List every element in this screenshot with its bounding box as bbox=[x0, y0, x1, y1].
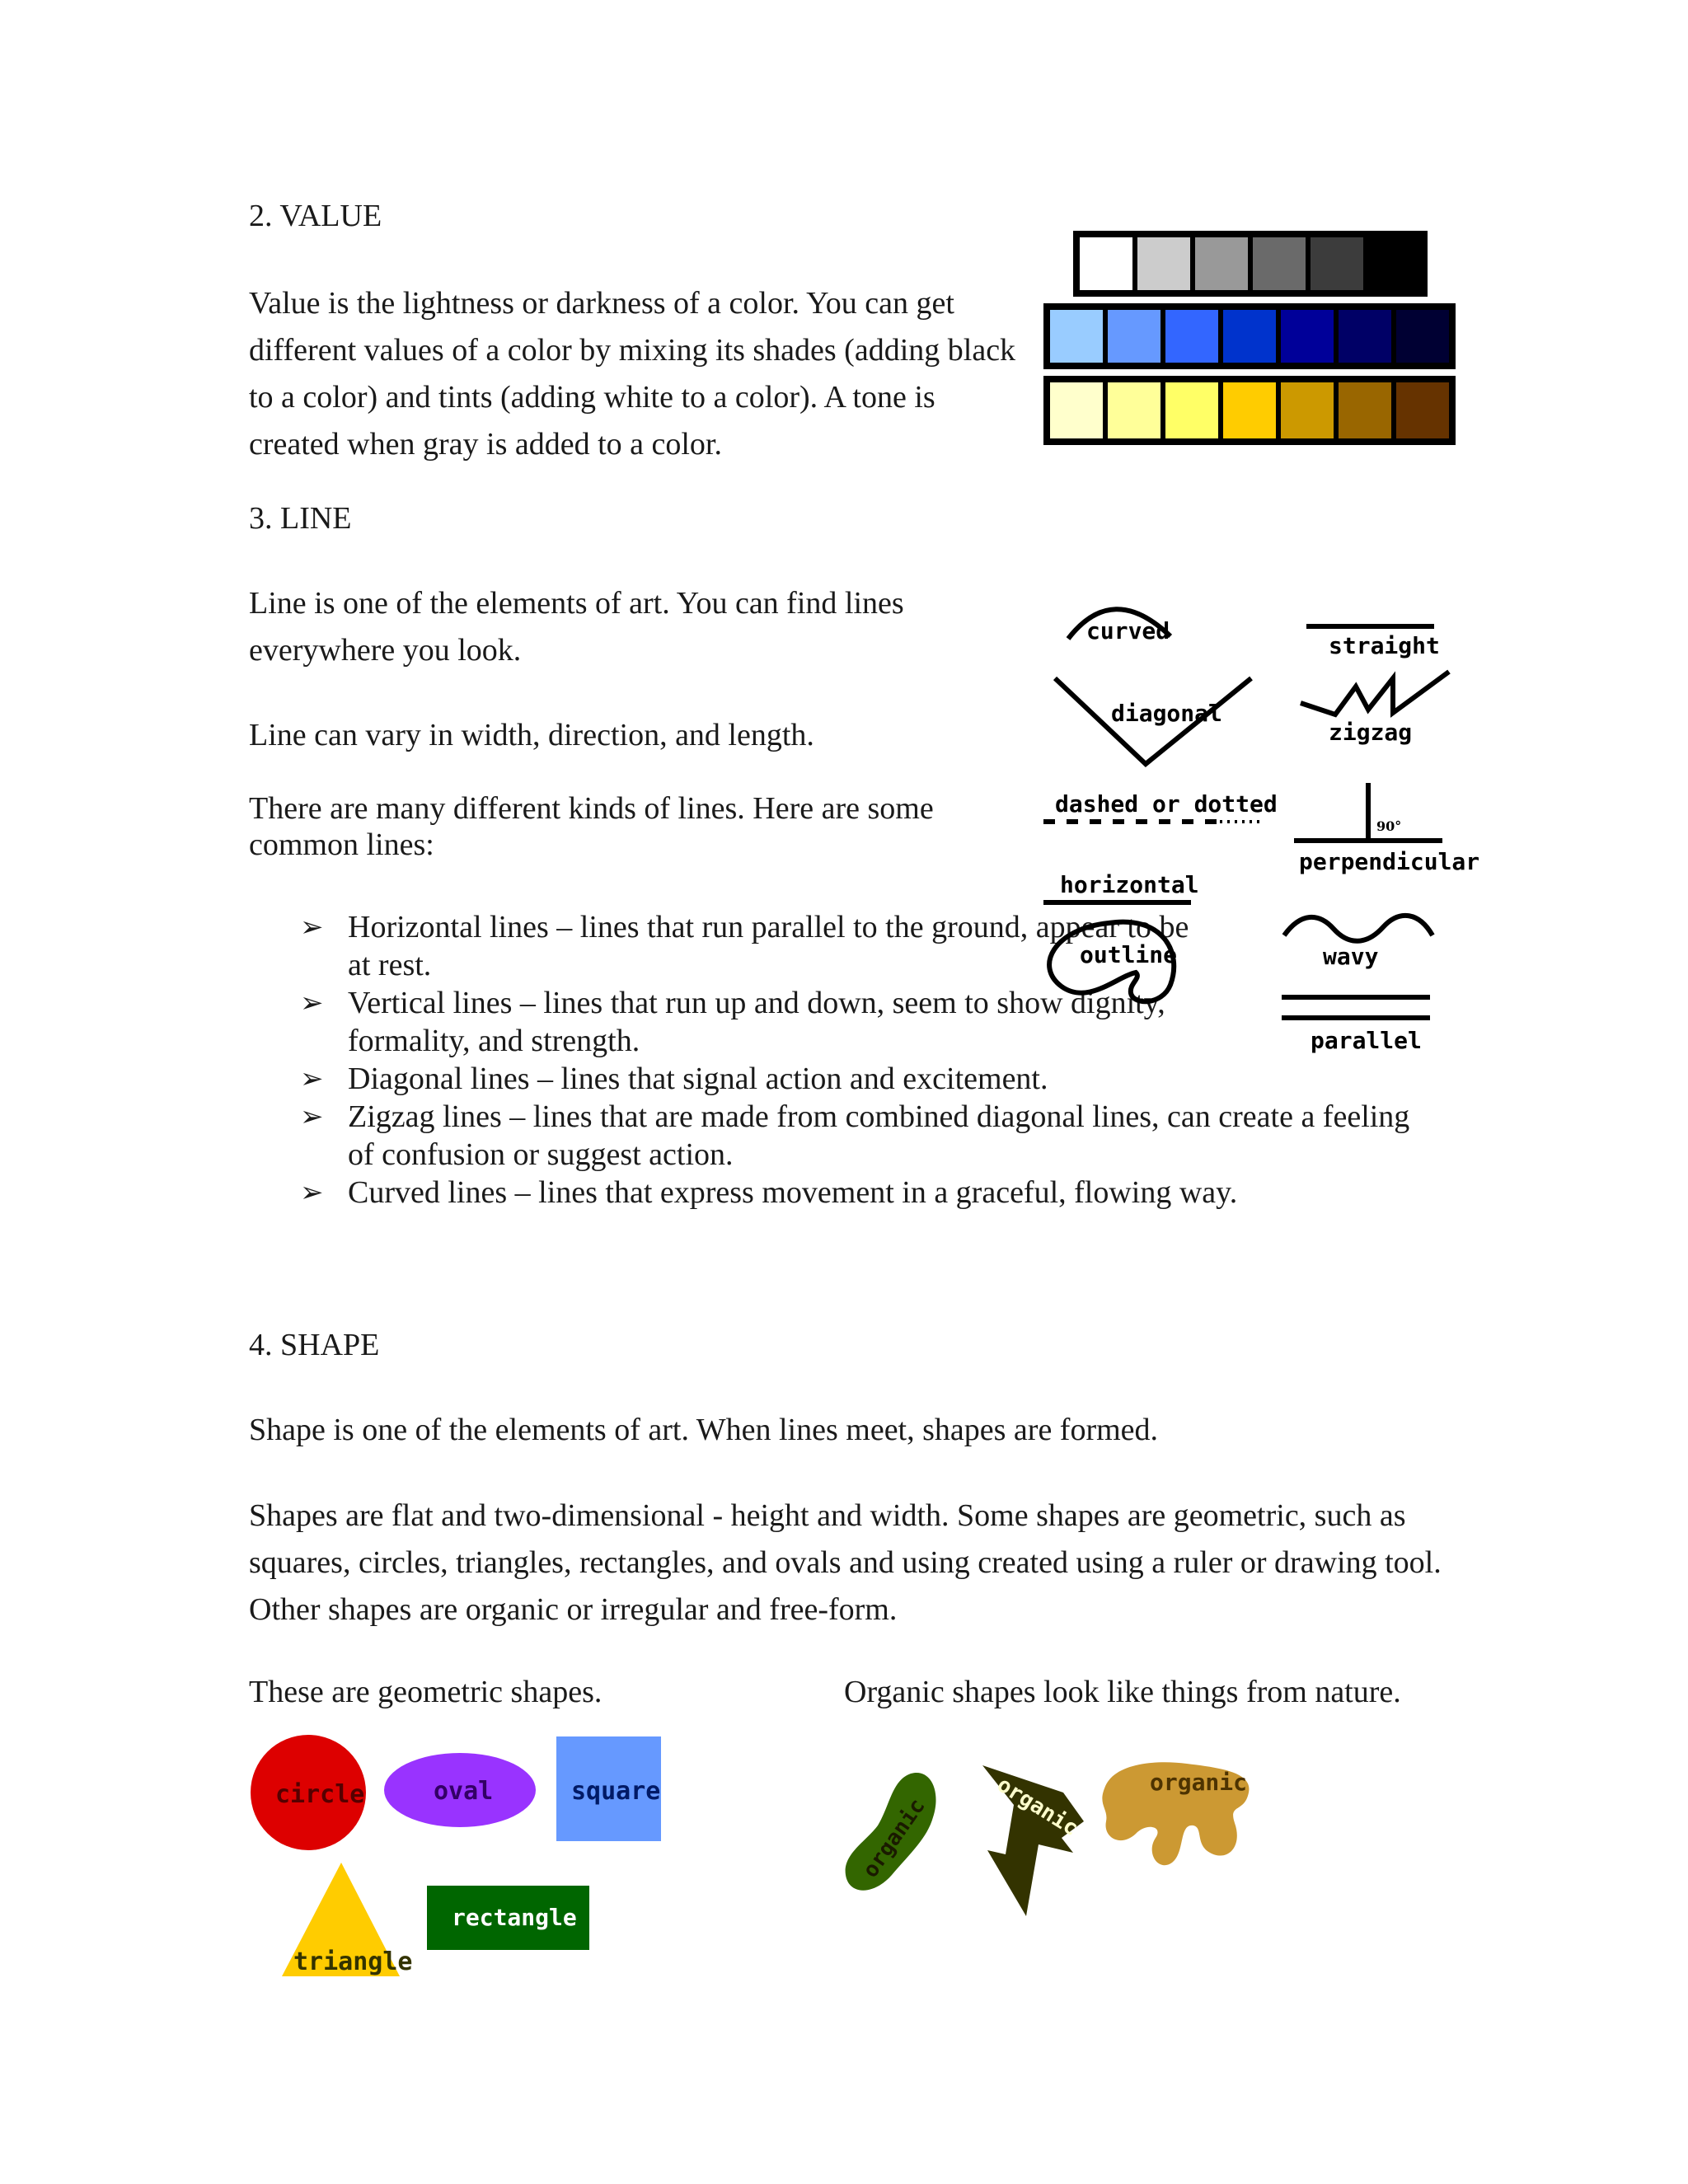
value-swatch bbox=[1396, 310, 1449, 363]
list-item bbox=[249, 1174, 1419, 1212]
value-swatch bbox=[1281, 382, 1334, 438]
arrow-bullet-icon: ➢ bbox=[300, 1100, 324, 1133]
value-swatch bbox=[1368, 237, 1421, 290]
value-swatch bbox=[1339, 310, 1391, 363]
value-swatch bbox=[1223, 382, 1276, 438]
geometric-shapes-illustration bbox=[247, 1731, 676, 1986]
perpendicular-label: perpendicular bbox=[1299, 848, 1480, 875]
geometric-caption: These are geometric shapes. bbox=[249, 1675, 603, 1709]
rectangle-label: rectangle bbox=[452, 1904, 577, 1931]
value-swatch bbox=[1311, 237, 1363, 290]
list-item bbox=[249, 984, 1172, 1060]
arrow-bullet-icon: ➢ bbox=[300, 987, 324, 1019]
organic-label-green: organic bbox=[858, 1794, 931, 1883]
degree-label: 90° bbox=[1376, 818, 1402, 834]
arrow-bullet-icon: ➢ bbox=[300, 1062, 324, 1095]
bullet-text: Diagonal lines – lines that signal action and excitement. bbox=[348, 1062, 1048, 1096]
value-swatch bbox=[1108, 382, 1160, 438]
outline-label: outline bbox=[1080, 941, 1178, 968]
curved-label: curved bbox=[1086, 617, 1170, 644]
value-swatch bbox=[1050, 310, 1103, 363]
square-label: square bbox=[571, 1777, 661, 1806]
dashed-label: dashed or dotted bbox=[1055, 790, 1278, 818]
value-swatch bbox=[1080, 237, 1132, 290]
line-paragraph-2: Line can vary in width, direction, and length. bbox=[249, 718, 814, 752]
bullet-text: Zigzag lines – lines that are made from combined diagonal lines, can create a feeling of confusion or suggest action. bbox=[348, 1099, 1410, 1172]
organic-shapes-illustration bbox=[841, 1755, 1269, 1933]
zigzag-label: zigzag bbox=[1329, 719, 1413, 746]
value-swatch bbox=[1339, 382, 1391, 438]
value-heading: 2. VALUE bbox=[249, 199, 382, 233]
value-paragraph: Value is the lightness or darkness of a color. You can get different values of a color by mixing its shades (adding black to a color) and tints (adding white to a color). A tone is created when gray is added to a color. bbox=[249, 286, 1016, 462]
value-swatch bbox=[1195, 237, 1248, 290]
organic-label-dark: organic bbox=[992, 1772, 1083, 1842]
wavy-label: wavy bbox=[1323, 943, 1379, 970]
value-swatch bbox=[1050, 382, 1103, 438]
parallel-label: parallel bbox=[1311, 1027, 1422, 1054]
organic-shapes-svg bbox=[841, 1755, 1269, 1929]
diagonal-label: diagonal bbox=[1111, 700, 1222, 727]
organic-caption: Organic shapes look like things from nature. bbox=[844, 1675, 1401, 1709]
line-paragraph-1: Line is one of the elements of art. You can find lines everywhere you look. bbox=[249, 586, 904, 668]
bullet-text: Vertical lines – lines that run up and down, seem to show dignity, formality, and strength. bbox=[348, 986, 1165, 1058]
line-paragraph-3: There are many different kinds of lines. Here are some common lines: bbox=[249, 791, 934, 862]
oval-label: oval bbox=[434, 1777, 494, 1806]
geometric-shapes-svg bbox=[247, 1731, 676, 1982]
value-swatch bbox=[1396, 382, 1449, 438]
shape-heading: 4. SHAPE bbox=[249, 1328, 380, 1362]
value-swatch bbox=[1137, 237, 1190, 290]
zigzag-line bbox=[1301, 672, 1449, 715]
value-swatch bbox=[1165, 310, 1218, 363]
horizontal-label: horizontal bbox=[1060, 871, 1199, 898]
bullet-text: Curved lines – lines that express movement in a graceful, flowing way. bbox=[348, 1175, 1238, 1210]
value-swatches-svg bbox=[1043, 231, 1464, 447]
arrow-bullet-icon: ➢ bbox=[300, 911, 324, 944]
value-swatch-chart bbox=[1043, 231, 1464, 451]
bullet-text: Horizontal lines – lines that run parallel to the ground, appear to be at rest. bbox=[348, 910, 1189, 982]
straight-label: straight bbox=[1329, 632, 1440, 659]
triangle-label: triangle bbox=[293, 1947, 413, 1976]
line-types-illustration bbox=[1039, 589, 1480, 1071]
value-swatch bbox=[1108, 310, 1160, 363]
shape-paragraph-1: Shape is one of the elements of art. When lines meet, shapes are formed. bbox=[249, 1413, 1159, 1447]
value-swatch bbox=[1165, 382, 1218, 438]
line-heading: 3. LINE bbox=[249, 501, 352, 536]
value-swatch bbox=[1223, 310, 1276, 363]
organic-label-gold: organic bbox=[1150, 1769, 1248, 1796]
wavy-line bbox=[1284, 916, 1432, 941]
shape-paragraph-2: Shapes are flat and two-dimensional - height and width. Some shapes are geometric, such as squares, circles, triangles, rectangles, and ovals and using created using a ruler or drawing tool. Other shapes are organic or irregular and free-form. bbox=[249, 1498, 1442, 1627]
circle-label: circle bbox=[275, 1780, 365, 1809]
line-types-svg bbox=[1039, 589, 1480, 1067]
list-item bbox=[249, 1060, 1172, 1098]
value-swatch bbox=[1281, 310, 1334, 363]
value-swatch bbox=[1253, 237, 1306, 290]
list-item bbox=[249, 1098, 1419, 1174]
arrow-bullet-icon: ➢ bbox=[300, 1176, 324, 1209]
